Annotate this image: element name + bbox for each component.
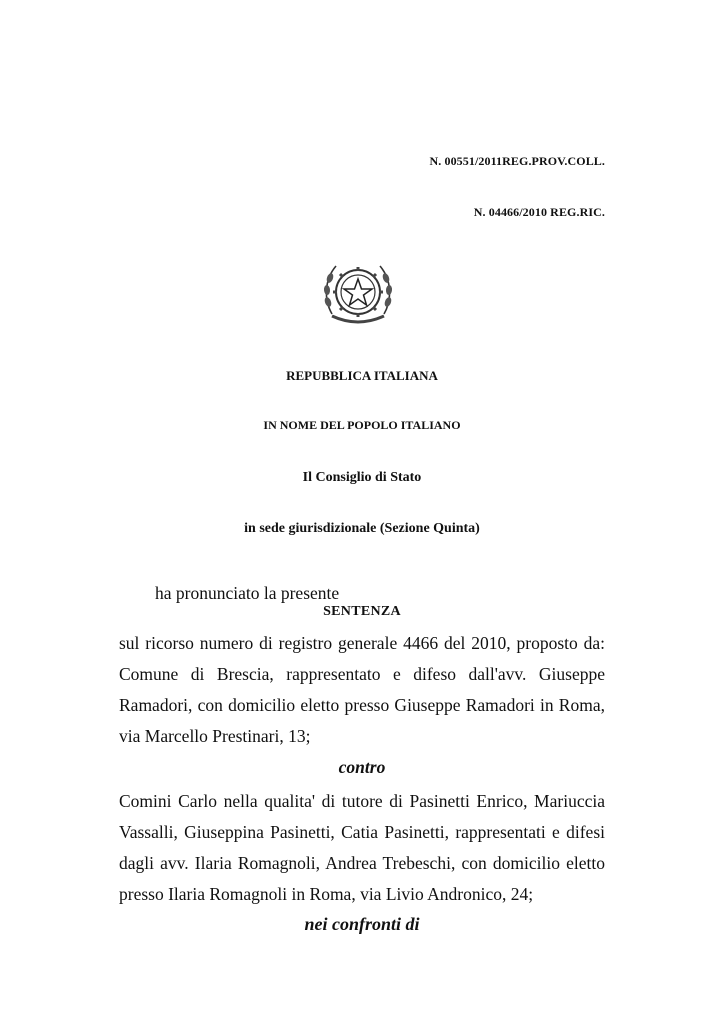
pronunciato-line: ha pronunciato la presente [155, 583, 340, 603]
italian-republic-emblem-icon [318, 254, 398, 334]
heading-consiglio: Il Consiglio di Stato [302, 470, 422, 485]
heading-sede: in sede giurisdizionale (Sezione Quinta) [244, 521, 480, 536]
nei-confronti-heading: nei confronti di [304, 914, 420, 934]
reg-prov-coll-number: N. 00551/2011REG.PROV.COLL. [429, 154, 605, 168]
heading-popolo: IN NOME DEL POPOLO ITALIANO [263, 418, 461, 432]
contro-heading: contro [338, 757, 386, 777]
heading-repubblica: REPUBBLICA ITALIANA [286, 368, 438, 383]
resistenti-paragraph: Comini Carlo nella qualita' di tutore di Pasinetti Enrico, Mariuccia Vassalli, Giuseppina Pasinetti, Catia Pasinetti, rappresentati e difesi dagli avv. Ilaria Romagnoli, Andrea Trebeschi, con domicilio eletto presso Ilaria Romagnoli in Roma, via Livio Andronico, 24; [119, 791, 605, 904]
reg-ric-number: N. 04466/2010 REG.RIC. [473, 205, 605, 219]
sentenza-heading: SENTENZA [323, 604, 401, 619]
ricorso-paragraph: sul ricorso numero di registro generale 4466 del 2010, proposto da: Comune di Brescia, rappresentato e difeso dall'avv. Giuseppe Ramadori, con domicilio eletto presso Giuseppe Ramadori in Roma, via Marcello Prestinari, 13; [119, 633, 605, 746]
